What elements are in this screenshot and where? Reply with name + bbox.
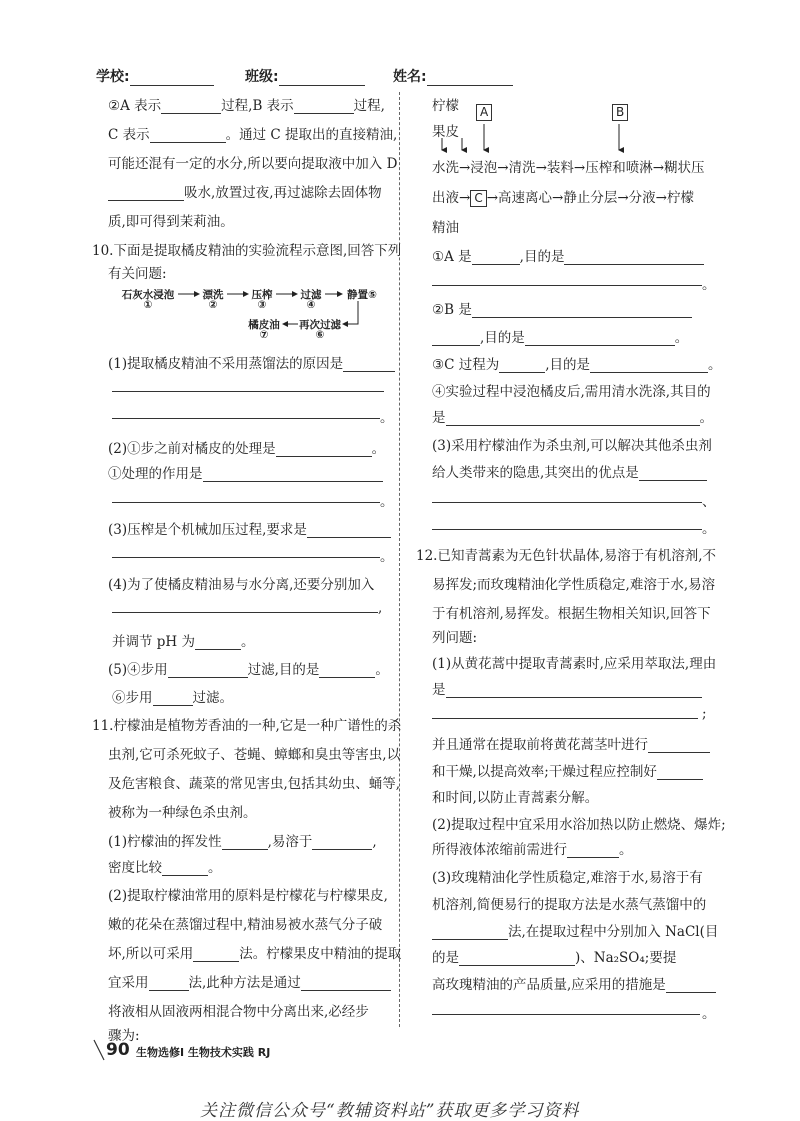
q10-flow-diagram [118, 287, 377, 345]
flow-box-a: A [476, 104, 492, 121]
school-label: 学校: [96, 66, 214, 86]
q12-stem-4: 列问题: [432, 630, 478, 646]
flow-lemon: 柠檬 [432, 98, 459, 114]
period: 。 [702, 1006, 716, 1022]
flow-box-c: C [470, 190, 486, 207]
flow-num-7: ⑦ [259, 329, 269, 341]
q11-2-l4: 宜采用 法,此种方法是通过 [108, 971, 391, 991]
flow-step-2: 漂洗 [202, 289, 224, 301]
q11-stem-4: 被称为一种绿色杀虫剂。 [108, 805, 257, 821]
q10-stem-2: 有关问题: [108, 266, 167, 282]
flow-num-3: ③ [257, 299, 267, 311]
q10-4b: 并调节 pH 为 。 [112, 634, 255, 650]
q10-5: (5)④步用 过滤,目的是 。 [108, 662, 389, 678]
q10-1-blank-b[interactable] [112, 418, 380, 419]
flow-line3: 精油 [432, 220, 459, 236]
q12-1e: 和时间,以防止青蒿素分解。 [432, 790, 599, 806]
q10-2b: ①处理的作用是 [108, 462, 383, 482]
footer-note: 关注微信公众号“教辅资料站”获取更多学习资料 [200, 1101, 580, 1121]
class-label: 班级: [245, 66, 365, 86]
q11-1d: 密度比较 。 [108, 860, 222, 876]
name-blank[interactable] [427, 71, 513, 86]
flow-peel: 果皮 [432, 124, 459, 140]
semicolon: ; [702, 706, 707, 722]
name-label: 姓名: [393, 66, 513, 86]
q9-line2: C 表示 。通过 C 提取出的直接精油, [108, 127, 398, 143]
qa-blank[interactable] [432, 285, 702, 286]
period: 。 [380, 549, 394, 565]
q9-line3: 可能还混有一定的水分,所以要向提取液中加入 D [108, 156, 398, 172]
qb2: ,目的是 。 [432, 326, 688, 346]
flow-line2: 出液→ C →高速离心→静止分层→分液→柠檬 [432, 190, 694, 206]
q10-2: (2)①步之前对橘皮的处理是 。 [108, 441, 386, 457]
comma: , [378, 600, 383, 616]
q11-stem-2: 虫剂,它可杀死蚊子、苍蝇、蟑螂和臭虫等害虫,以 [108, 747, 401, 763]
q12-3c: 法,在提取过程中分别加入 NaCl(目 [432, 920, 718, 940]
q10-2b-blank[interactable] [112, 502, 380, 503]
q10-3-blank[interactable] [112, 557, 380, 558]
column-divider [399, 92, 400, 1027]
q12-1-blank[interactable] [432, 718, 698, 719]
q11-3-blank-b[interactable] [432, 529, 702, 530]
qc: ③C 过程为 ,目的是 。 [432, 357, 722, 373]
flow-box-b: B [612, 104, 628, 121]
period: 。 [702, 521, 716, 537]
q9-line4: 吸水,放置过夜,再过滤除去固体物 [108, 181, 382, 201]
qb: ②B 是 [432, 298, 692, 318]
q11-stem-1: 11.柠檬油是植物芳香油的一种,它是一种广谱性的杀 [92, 718, 402, 734]
period: 。 [702, 277, 716, 293]
flow-line1: 水洗→浸泡→清洗→装料→压榨和喷淋→糊状压 [432, 160, 705, 176]
pause-mark: 、 [702, 494, 716, 510]
q11-2-l3: 坏,所以可采用 法。柠檬果皮中精油的提取 [108, 946, 402, 962]
flow-step-6: 再次过滤 [299, 319, 341, 331]
q11-2-l2: 嫩的花朵在蒸馏过程中,精油易被水蒸气分子破 [108, 917, 383, 933]
q11-3-l2: 给人类带来的隐患,其突出的优点是 [432, 461, 707, 481]
flow-num-4: ④ [306, 299, 316, 311]
q12-1b: 是 [432, 678, 702, 698]
flow-step-5: 静置⑤ [347, 289, 377, 301]
period: 。 [380, 410, 394, 426]
q12-2b: 所得液体浓缩前需进行 。 [432, 842, 633, 858]
q4b: 是 。 [432, 410, 713, 426]
q11-stem-3: 及危害粮食、蔬菜的常见害虫,包括其幼虫、蛹等, [108, 776, 401, 792]
q12-3d: 的是 )、Na₂SO₄;要提 [432, 950, 677, 966]
q12-3-blank[interactable] [432, 1014, 700, 1015]
q11-3-l1: (3)采用柠檬油作为杀虫剂,可以解决其他杀虫剂 [432, 438, 712, 454]
flow-num-6: ⑥ [315, 329, 325, 341]
q10-3: (3)压榨是个机械加压过程,要求是 [108, 518, 391, 538]
q10-1: (1)提取橘皮精油不采用蒸馏法的原因是 [108, 352, 395, 372]
q12-1d: 和干燥,以提高效率;干燥过程应控制好 [432, 760, 703, 780]
q12-1c: 并且通常在提取前将黄花蒿茎叶进行 [432, 733, 710, 753]
footer-slash [92, 1038, 106, 1062]
flow-step-7: 橘皮油 [248, 319, 280, 331]
school-blank[interactable] [130, 71, 214, 86]
flow-down-arrows [430, 120, 630, 154]
q12-3b: 机溶剂,简便易行的提取方法是水蒸气蒸馏中的 [432, 897, 707, 913]
flow-step-3: 压榨 [251, 289, 273, 301]
q12-stem-1: 12.已知青蒿素为无色针状晶体,易溶于有机溶剂,不 [416, 548, 717, 564]
q10-4: (4)为了使橘皮精油易与水分离,还要分别加入 [108, 577, 375, 593]
q12-3a: (3)玫瑰精油化学性质稳定,难溶于水,易溶于有 [432, 870, 703, 886]
flow-num-2: ② [208, 299, 218, 311]
q12-stem-2: 易挥发;而玫瑰精油化学性质稳定,难溶于水,易溶 [432, 577, 716, 593]
q11-2-l5: 将液相从固液两相混合物中分离出来,必经步 [108, 1004, 369, 1020]
q10-4-blank[interactable] [112, 612, 378, 613]
q10-6: ⑥步用 过滤。 [112, 690, 233, 706]
q11-2-l1: (2)提取柠檬油常用的原料是柠檬花与柠檬果皮, [108, 888, 388, 904]
q12-stem-3: 于有机溶剂,易挥发。根据生物相关知识,回答下 [432, 606, 711, 622]
flow-step-4: 过滤 [300, 289, 322, 301]
q9-line5: 质,即可得到茉莉油。 [108, 214, 234, 230]
class-blank[interactable] [279, 71, 365, 86]
period: 。 [380, 494, 394, 510]
page-number: 90 [106, 1040, 130, 1060]
q11-3-blank-a[interactable] [432, 502, 702, 503]
q12-2a: (2)提取过程中宜采用水浴加热以防止燃烧、爆炸; [432, 817, 726, 833]
q12-3f: 高玫瑰精油的产品质量,应采用的措施是 [432, 973, 716, 993]
q10-stem-1: 10.下面是提取橘皮精油的实验流程示意图,回答下列 [92, 243, 402, 259]
q9-line1: ②A 表示 过程,B 表示 过程, [108, 98, 385, 114]
qa: ①A 是 ,目的是 [432, 245, 704, 265]
q11-2-l6: 骤为: [108, 1028, 140, 1044]
q12-1: (1)从黄花蒿中提取青蒿素时,应采用萃取法,理由 [432, 656, 717, 672]
q10-1-blank-a[interactable] [112, 391, 384, 392]
q4: ④实验过程中浸泡橘皮后,需用清水洗涤,其目的 [432, 384, 711, 400]
flow-num-1: ① [143, 299, 153, 311]
book-title: 生物选修Ⅰ 生物技术实践 RJ [136, 1046, 271, 1059]
flow-step-1: 石灰水浸泡 [121, 289, 175, 301]
q11-1: (1)柠檬油的挥发性 ,易溶于 , [108, 834, 377, 850]
flow-arrows [118, 287, 368, 345]
